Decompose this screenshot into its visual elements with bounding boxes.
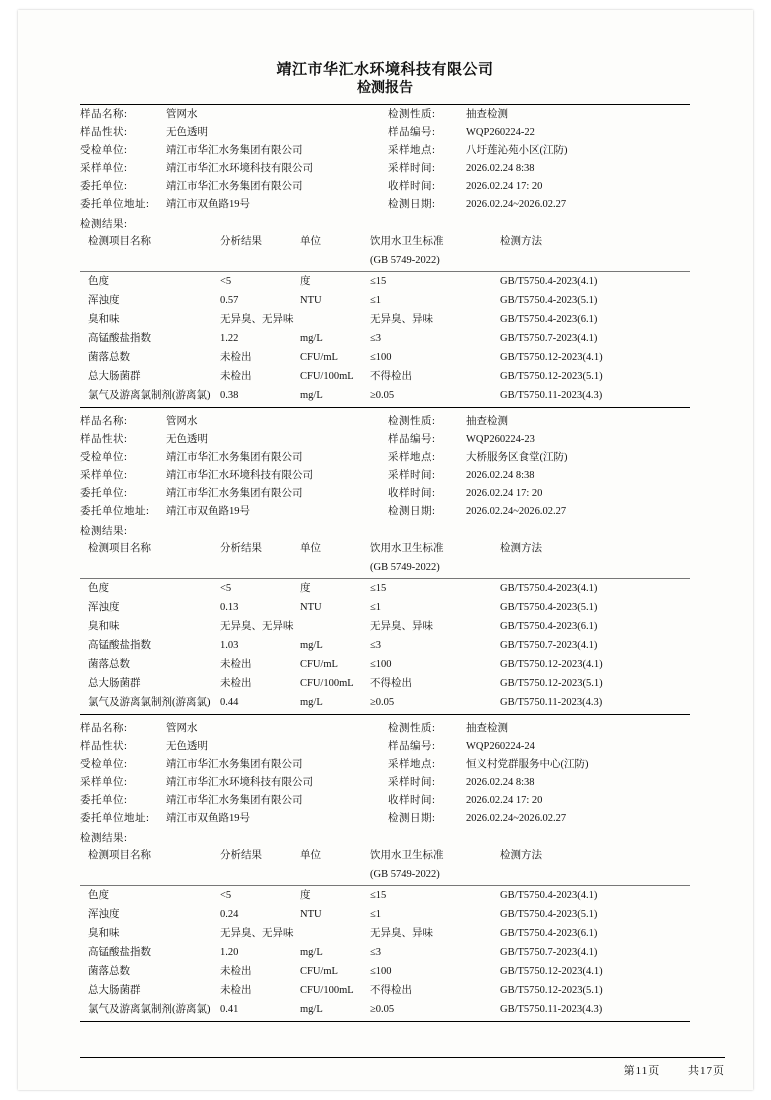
results-header-row	[80, 846, 690, 865]
value-sampling-time: 2026.02.24 8:38	[466, 162, 535, 174]
cell-unit: NTU	[300, 295, 322, 306]
info-row	[80, 123, 690, 141]
value-receive-time: 2026.02.24 17: 20	[466, 180, 543, 192]
label-sample-property: 样品性状:	[80, 126, 128, 138]
column-header-standard-code: (GB 5749-2022)	[370, 869, 440, 880]
table-row	[80, 693, 690, 712]
sample-info-table	[80, 105, 690, 213]
label-test-date: 检测日期:	[388, 198, 436, 210]
cell-result: 无异臭、无异味	[220, 928, 294, 939]
cell-result: 1.22	[220, 333, 239, 344]
value-test-nature: 抽查检测	[466, 108, 508, 120]
cell-standard: ≤1	[370, 909, 382, 920]
cell-standard: 不得检出	[370, 985, 412, 996]
cell-result: 未检出	[220, 966, 252, 977]
cell-item: 总大肠菌群	[88, 985, 141, 996]
label-entrust-address: 委托单位地址:	[80, 198, 150, 210]
cell-standard: ≤1	[370, 295, 382, 306]
label-sampling-site: 采样地点:	[388, 451, 436, 463]
label-entrust-address: 委托单位地址:	[80, 812, 150, 824]
value-receive-time: 2026.02.24 17: 20	[466, 487, 543, 499]
value-sampling-site: 恒义村党群服务中心(江防)	[466, 758, 589, 770]
cell-item: 臭和味	[88, 928, 120, 939]
column-header-unit: 单位	[300, 543, 321, 554]
cell-method: GB/T5750.7-2023(4.1)	[500, 640, 598, 651]
cell-result: 未检出	[220, 371, 252, 382]
value-entrust-unit: 靖江市华汇水务集团有限公司	[166, 180, 303, 192]
cell-standard: ≥0.05	[370, 1004, 395, 1015]
table-row	[80, 386, 690, 405]
value-entrust-address: 靖江市双鱼路19号	[166, 505, 250, 517]
info-row	[80, 791, 690, 809]
cell-unit: mg/L	[300, 947, 323, 958]
cell-item: 浑浊度	[88, 602, 120, 613]
label-sampling-site: 采样地点:	[388, 144, 436, 156]
footer-divider	[80, 1057, 725, 1058]
label-sample-no: 样品编号:	[388, 740, 436, 752]
results-header-row	[80, 232, 690, 251]
column-header-method: 检测方法	[500, 850, 542, 861]
label-sampling-unit: 采样单位:	[80, 469, 128, 481]
table-row	[80, 291, 690, 310]
info-row	[80, 195, 690, 213]
label-sample-name: 样品名称:	[80, 722, 128, 734]
column-header-item: 检测项目名称	[88, 236, 151, 247]
table-row	[80, 655, 690, 674]
value-sampling-site: 大桥服务区食堂(江防)	[466, 451, 568, 463]
table-row	[80, 905, 690, 924]
sample-block	[80, 412, 690, 719]
column-header-method: 检测方法	[500, 236, 542, 247]
report-content	[80, 60, 690, 1022]
cell-item: 高锰酸盐指数	[88, 333, 151, 344]
info-row	[80, 809, 690, 827]
cell-method: GB/T5750.4-2023(4.1)	[500, 583, 598, 594]
results-body-table	[80, 272, 690, 405]
info-row	[80, 466, 690, 484]
label-test-nature: 检测性质:	[388, 722, 436, 734]
cell-standard: ≤100	[370, 352, 392, 363]
cell-item: 色度	[88, 890, 109, 901]
column-header-result: 分析结果	[220, 543, 262, 554]
table-row	[80, 886, 690, 905]
cell-method: GB/T5750.12-2023(5.1)	[500, 371, 603, 382]
value-receive-time: 2026.02.24 17: 20	[466, 794, 543, 806]
info-row	[80, 773, 690, 791]
column-header-item: 检测项目名称	[88, 543, 151, 554]
results-body-table	[80, 579, 690, 712]
label-receive-time: 收样时间:	[388, 487, 436, 499]
cell-unit: NTU	[300, 909, 322, 920]
cell-result: 0.13	[220, 602, 239, 613]
cell-unit: 度	[300, 276, 311, 287]
cell-unit	[300, 310, 370, 329]
label-client-unit: 受检单位:	[80, 144, 128, 156]
cell-unit: mg/L	[300, 333, 323, 344]
footer-total-pages: 共17页	[688, 1065, 725, 1077]
cell-unit: 度	[300, 583, 311, 594]
column-header-result: 分析结果	[220, 850, 262, 861]
cell-method: GB/T5750.4-2023(6.1)	[500, 928, 598, 939]
sample-blocks	[80, 105, 690, 1022]
info-row	[80, 141, 690, 159]
table-row	[80, 962, 690, 981]
results-body-table	[80, 886, 690, 1019]
cell-unit: CFU/100mL	[300, 985, 354, 996]
info-row	[80, 737, 690, 755]
column-header-standard: 饮用水卫生标准	[370, 850, 444, 861]
cell-unit: NTU	[300, 602, 322, 613]
table-row	[80, 924, 690, 943]
column-header-item: 检测项目名称	[88, 850, 151, 861]
cell-method: GB/T5750.4-2023(4.1)	[500, 890, 598, 901]
info-row	[80, 502, 690, 520]
label-entrust-unit: 委托单位:	[80, 180, 128, 192]
results-label: 检测结果:	[80, 526, 128, 537]
value-entrust-address: 靖江市双鱼路19号	[166, 198, 250, 210]
block-divider	[80, 1021, 690, 1022]
value-entrust-unit: 靖江市华汇水务集团有限公司	[166, 487, 303, 499]
cell-result: <5	[220, 583, 232, 594]
value-sampling-time: 2026.02.24 8:38	[466, 776, 535, 788]
label-client-unit: 受检单位:	[80, 758, 128, 770]
label-test-date: 检测日期:	[388, 505, 436, 517]
cell-result: 0.38	[220, 390, 239, 401]
label-test-date: 检测日期:	[388, 812, 436, 824]
cell-unit: 度	[300, 890, 311, 901]
value-sample-no: WQP260224-23	[466, 433, 535, 445]
label-sampling-unit: 采样单位:	[80, 776, 128, 788]
label-entrust-unit: 委托单位:	[80, 794, 128, 806]
info-row	[80, 448, 690, 466]
value-sample-no: WQP260224-24	[466, 740, 535, 752]
cell-unit: mg/L	[300, 1004, 323, 1015]
info-row	[80, 105, 690, 123]
label-sample-no: 样品编号:	[388, 433, 436, 445]
value-sampling-site: 八圩莲沁苑小区(江防)	[466, 144, 568, 156]
cell-result: <5	[220, 276, 232, 287]
value-test-nature: 抽查检测	[466, 415, 508, 427]
value-sampling-unit: 靖江市华汇水环境科技有限公司	[166, 469, 313, 481]
value-sample-no: WQP260224-22	[466, 126, 535, 138]
cell-item: 浑浊度	[88, 909, 120, 920]
cell-method: GB/T5750.12-2023(4.1)	[500, 966, 603, 977]
cell-result: 1.20	[220, 947, 239, 958]
label-sampling-site: 采样地点:	[388, 758, 436, 770]
label-sample-no: 样品编号:	[388, 126, 436, 138]
label-receive-time: 收样时间:	[388, 180, 436, 192]
table-row	[80, 348, 690, 367]
sample-info-table	[80, 412, 690, 520]
company-name: 靖江市华汇水环境科技有限公司	[276, 62, 494, 78]
cell-unit	[300, 617, 370, 636]
value-sample-property: 无色透明	[166, 433, 208, 445]
column-header-unit: 单位	[300, 850, 321, 861]
info-row	[80, 719, 690, 737]
cell-method: GB/T5750.11-2023(4.3)	[500, 697, 603, 708]
cell-standard: 无异臭、异味	[370, 314, 433, 325]
cell-item: 氯气及游离氯制剂(游离氯)	[88, 390, 211, 401]
cell-method: GB/T5750.4-2023(6.1)	[500, 621, 598, 632]
table-row	[80, 598, 690, 617]
cell-standard: ≤100	[370, 659, 392, 670]
cell-standard: ≤3	[370, 640, 382, 651]
cell-method: GB/T5750.7-2023(4.1)	[500, 947, 598, 958]
results-label: 检测结果:	[80, 833, 128, 844]
cell-unit: CFU/mL	[300, 352, 338, 363]
column-header-method: 检测方法	[500, 543, 542, 554]
value-entrust-unit: 靖江市华汇水务集团有限公司	[166, 794, 303, 806]
table-row	[80, 981, 690, 1000]
label-sample-property: 样品性状:	[80, 433, 128, 445]
page-footer	[80, 1057, 725, 1078]
results-header-row-2	[80, 558, 690, 577]
value-test-date: 2026.02.24~2026.02.27	[466, 198, 567, 210]
label-entrust-address: 委托单位地址:	[80, 505, 150, 517]
footer-text	[80, 1062, 725, 1078]
cell-standard: ≤15	[370, 583, 387, 594]
value-sampling-unit: 靖江市华汇水环境科技有限公司	[166, 776, 313, 788]
cell-item: 高锰酸盐指数	[88, 947, 151, 958]
table-row	[80, 329, 690, 348]
results-table	[80, 846, 690, 884]
cell-item: 氯气及游离氯制剂(游离氯)	[88, 697, 211, 708]
cell-unit: CFU/100mL	[300, 678, 354, 689]
cell-standard: 不得检出	[370, 371, 412, 382]
results-table	[80, 232, 690, 270]
info-row	[80, 430, 690, 448]
column-header-standard: 饮用水卫生标准	[370, 236, 444, 247]
column-header-result: 分析结果	[220, 236, 262, 247]
cell-unit: mg/L	[300, 640, 323, 651]
label-receive-time: 收样时间:	[388, 794, 436, 806]
label-test-nature: 检测性质:	[388, 108, 436, 120]
cell-standard: 无异臭、异味	[370, 621, 433, 632]
results-header-row	[80, 539, 690, 558]
cell-item: 色度	[88, 276, 109, 287]
value-client-unit: 靖江市华汇水务集团有限公司	[166, 144, 303, 156]
cell-unit: CFU/100mL	[300, 371, 354, 382]
cell-item: 色度	[88, 583, 109, 594]
table-row	[80, 1000, 690, 1019]
cell-result: 无异臭、无异味	[220, 621, 294, 632]
cell-method: GB/T5750.12-2023(4.1)	[500, 659, 603, 670]
cell-result: 0.57	[220, 295, 239, 306]
label-client-unit: 受检单位:	[80, 451, 128, 463]
cell-item: 臭和味	[88, 621, 120, 632]
results-table	[80, 539, 690, 577]
cell-standard: ≤1	[370, 602, 382, 613]
cell-result: 未检出	[220, 352, 252, 363]
cell-item: 菌落总数	[88, 659, 130, 670]
cell-method: GB/T5750.4-2023(4.1)	[500, 276, 598, 287]
value-entrust-address: 靖江市双鱼路19号	[166, 812, 250, 824]
column-header-standard-code: (GB 5749-2022)	[370, 255, 440, 266]
cell-unit: mg/L	[300, 697, 323, 708]
label-sample-name: 样品名称:	[80, 415, 128, 427]
value-sample-property: 无色透明	[166, 126, 208, 138]
cell-result: 0.44	[220, 697, 239, 708]
table-row	[80, 310, 690, 329]
cell-result: 0.24	[220, 909, 239, 920]
label-sample-property: 样品性状:	[80, 740, 128, 752]
sample-block	[80, 105, 690, 412]
cell-method: GB/T5750.12-2023(4.1)	[500, 352, 603, 363]
cell-result: 0.41	[220, 1004, 239, 1015]
cell-standard: ≥0.05	[370, 697, 395, 708]
cell-item: 臭和味	[88, 314, 120, 325]
value-sample-name: 管网水	[166, 722, 198, 734]
cell-standard: ≥0.05	[370, 390, 395, 401]
cell-method: GB/T5750.12-2023(5.1)	[500, 985, 603, 996]
info-row	[80, 755, 690, 773]
value-test-date: 2026.02.24~2026.02.27	[466, 505, 567, 517]
value-sample-property: 无色透明	[166, 740, 208, 752]
cell-method: GB/T5750.7-2023(4.1)	[500, 333, 598, 344]
label-sample-name: 样品名称:	[80, 108, 128, 120]
cell-item: 菌落总数	[88, 966, 130, 977]
cell-standard: ≤15	[370, 276, 387, 287]
info-row	[80, 177, 690, 195]
cell-unit: mg/L	[300, 390, 323, 401]
info-row	[80, 159, 690, 177]
value-sample-name: 管网水	[166, 415, 198, 427]
value-sample-name: 管网水	[166, 108, 198, 120]
column-header-standard-code: (GB 5749-2022)	[370, 562, 440, 573]
cell-method: GB/T5750.12-2023(5.1)	[500, 678, 603, 689]
report-header	[80, 60, 690, 98]
cell-standard: ≤3	[370, 947, 382, 958]
table-row	[80, 674, 690, 693]
cell-standard: 不得检出	[370, 678, 412, 689]
value-sampling-unit: 靖江市华汇水环境科技有限公司	[166, 162, 313, 174]
label-sampling-time: 采样时间:	[388, 162, 436, 174]
cell-unit	[300, 924, 370, 943]
cell-unit: CFU/mL	[300, 966, 338, 977]
cell-method: GB/T5750.11-2023(4.3)	[500, 390, 603, 401]
cell-item: 高锰酸盐指数	[88, 640, 151, 651]
cell-method: GB/T5750.4-2023(6.1)	[500, 314, 598, 325]
cell-standard: ≤100	[370, 966, 392, 977]
value-client-unit: 靖江市华汇水务集团有限公司	[166, 451, 303, 463]
cell-result: 未检出	[220, 678, 252, 689]
cell-unit: CFU/mL	[300, 659, 338, 670]
cell-standard: ≤3	[370, 333, 382, 344]
info-row	[80, 412, 690, 430]
cell-item: 氯气及游离氯制剂(游离氯)	[88, 1004, 211, 1015]
cell-result: 1.03	[220, 640, 239, 651]
sample-block	[80, 719, 690, 1022]
table-row	[80, 367, 690, 386]
cell-standard: ≤15	[370, 890, 387, 901]
cell-item: 菌落总数	[88, 352, 130, 363]
value-test-nature: 抽查检测	[466, 722, 508, 734]
label-sampling-time: 采样时间:	[388, 776, 436, 788]
label-sampling-time: 采样时间:	[388, 469, 436, 481]
cell-item: 总大肠菌群	[88, 678, 141, 689]
label-sampling-unit: 采样单位:	[80, 162, 128, 174]
cell-method: GB/T5750.11-2023(4.3)	[500, 1004, 603, 1015]
cell-result: <5	[220, 890, 232, 901]
value-test-date: 2026.02.24~2026.02.27	[466, 812, 567, 824]
label-test-nature: 检测性质:	[388, 415, 436, 427]
cell-item: 总大肠菌群	[88, 371, 141, 382]
sample-info-table	[80, 719, 690, 827]
results-header-row-2	[80, 865, 690, 884]
table-row	[80, 943, 690, 962]
cell-standard: 无异臭、异味	[370, 928, 433, 939]
report-title: 检测报告	[357, 81, 413, 96]
footer-page-number: 第11页	[623, 1065, 661, 1077]
table-row	[80, 272, 690, 291]
label-entrust-unit: 委托单位:	[80, 487, 128, 499]
cell-method: GB/T5750.4-2023(5.1)	[500, 602, 598, 613]
cell-result: 未检出	[220, 985, 252, 996]
cell-method: GB/T5750.4-2023(5.1)	[500, 295, 598, 306]
cell-result: 无异臭、无异味	[220, 314, 294, 325]
cell-method: GB/T5750.4-2023(5.1)	[500, 909, 598, 920]
results-label: 检测结果:	[80, 219, 128, 230]
table-row	[80, 579, 690, 598]
cell-result: 未检出	[220, 659, 252, 670]
results-header-row-2	[80, 251, 690, 270]
column-header-standard: 饮用水卫生标准	[370, 543, 444, 554]
value-sampling-time: 2026.02.24 8:38	[466, 469, 535, 481]
info-row	[80, 484, 690, 502]
cell-item: 浑浊度	[88, 295, 120, 306]
value-client-unit: 靖江市华汇水务集团有限公司	[166, 758, 303, 770]
table-row	[80, 617, 690, 636]
column-header-unit: 单位	[300, 236, 321, 247]
table-row	[80, 636, 690, 655]
